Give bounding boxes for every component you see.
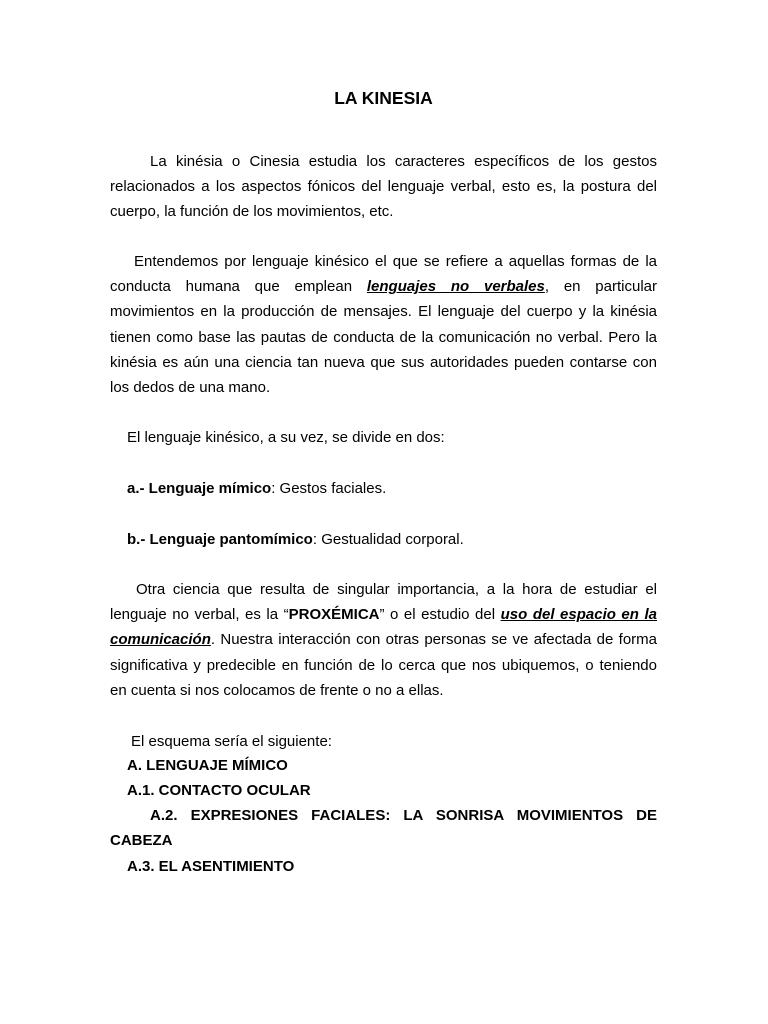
- scheme-item: A.1. CONTACTO OCULAR: [127, 782, 311, 799]
- paragraph-kinesic-language: [110, 249, 657, 400]
- page-title: LA KINESIA: [334, 88, 433, 108]
- item-label: a.- Lenguaje mímico: [127, 480, 272, 497]
- scheme-item: A. LENGUAJE MÍMICO: [127, 757, 288, 774]
- paragraph-proxemics: [110, 577, 657, 703]
- paragraph-text: . Nuestra interacción con otras personas se ve afectada de forma significativa y predecible en función de lo cerca que nos ubiquemos, o teniendo en cuenta si nos colocamos de frente o no a ellas.: [110, 631, 657, 699]
- paragraph-text: , en particular movimientos en la producción de mensajes. El lenguaje del cuerpo y la kinésia tienen como base las pautas de conducta de la comunicación no verbal. Pero la kinésia es aún una ciencia tan nueva que sus autoridades pueden contarse con los dedos de una mano.: [110, 278, 657, 397]
- scheme-item: A.3. EL ASENTIMIENTO: [127, 858, 295, 875]
- list-item-pantomimic: [110, 527, 657, 552]
- list-item-mimic: [110, 476, 657, 501]
- paragraph-division: El lenguaje kinésico, a su vez, se divide en dos:: [127, 429, 445, 446]
- paragraph-text: Otra ciencia que resulta de singular importancia, a la hora de estudiar el lenguaje no verbal, es la “: [110, 581, 657, 624]
- document-page: [110, 0, 657, 1024]
- item-label: b.- Lenguaje pantomímico: [127, 531, 313, 548]
- proxemics-term: PROXÉMICA: [288, 606, 380, 624]
- item-text: : Gestualidad corporal.: [312, 531, 464, 548]
- item-text: : Gestos faciales.: [271, 480, 387, 497]
- scheme-item: A.2. EXPRESIONES FACIALES: LA SONRISA MOVIMIENTOS DE CABEZA: [110, 807, 657, 850]
- emphasis-space-usage: uso del espacio en la comunicación: [110, 606, 657, 649]
- paragraph-text: ” o el estudio del: [379, 606, 501, 624]
- paragraph-text: Entendemos por lenguaje kinésico el que se refiere a aquellas formas de la conducta humana que emplean: [110, 253, 657, 296]
- paragraph-scheme-intro: El esquema sería el siguiente:: [131, 733, 332, 750]
- paragraph-intro: La kinésia o Cinesia estudia los caracteres específicos de los gestos relacionados a los aspectos fónicos del lenguaje verbal, esto es, la postura del cuerpo, la función de los movimientos, etc.: [110, 153, 657, 221]
- emphasis-nonverbal-languages: lenguajes no verbales: [366, 278, 545, 296]
